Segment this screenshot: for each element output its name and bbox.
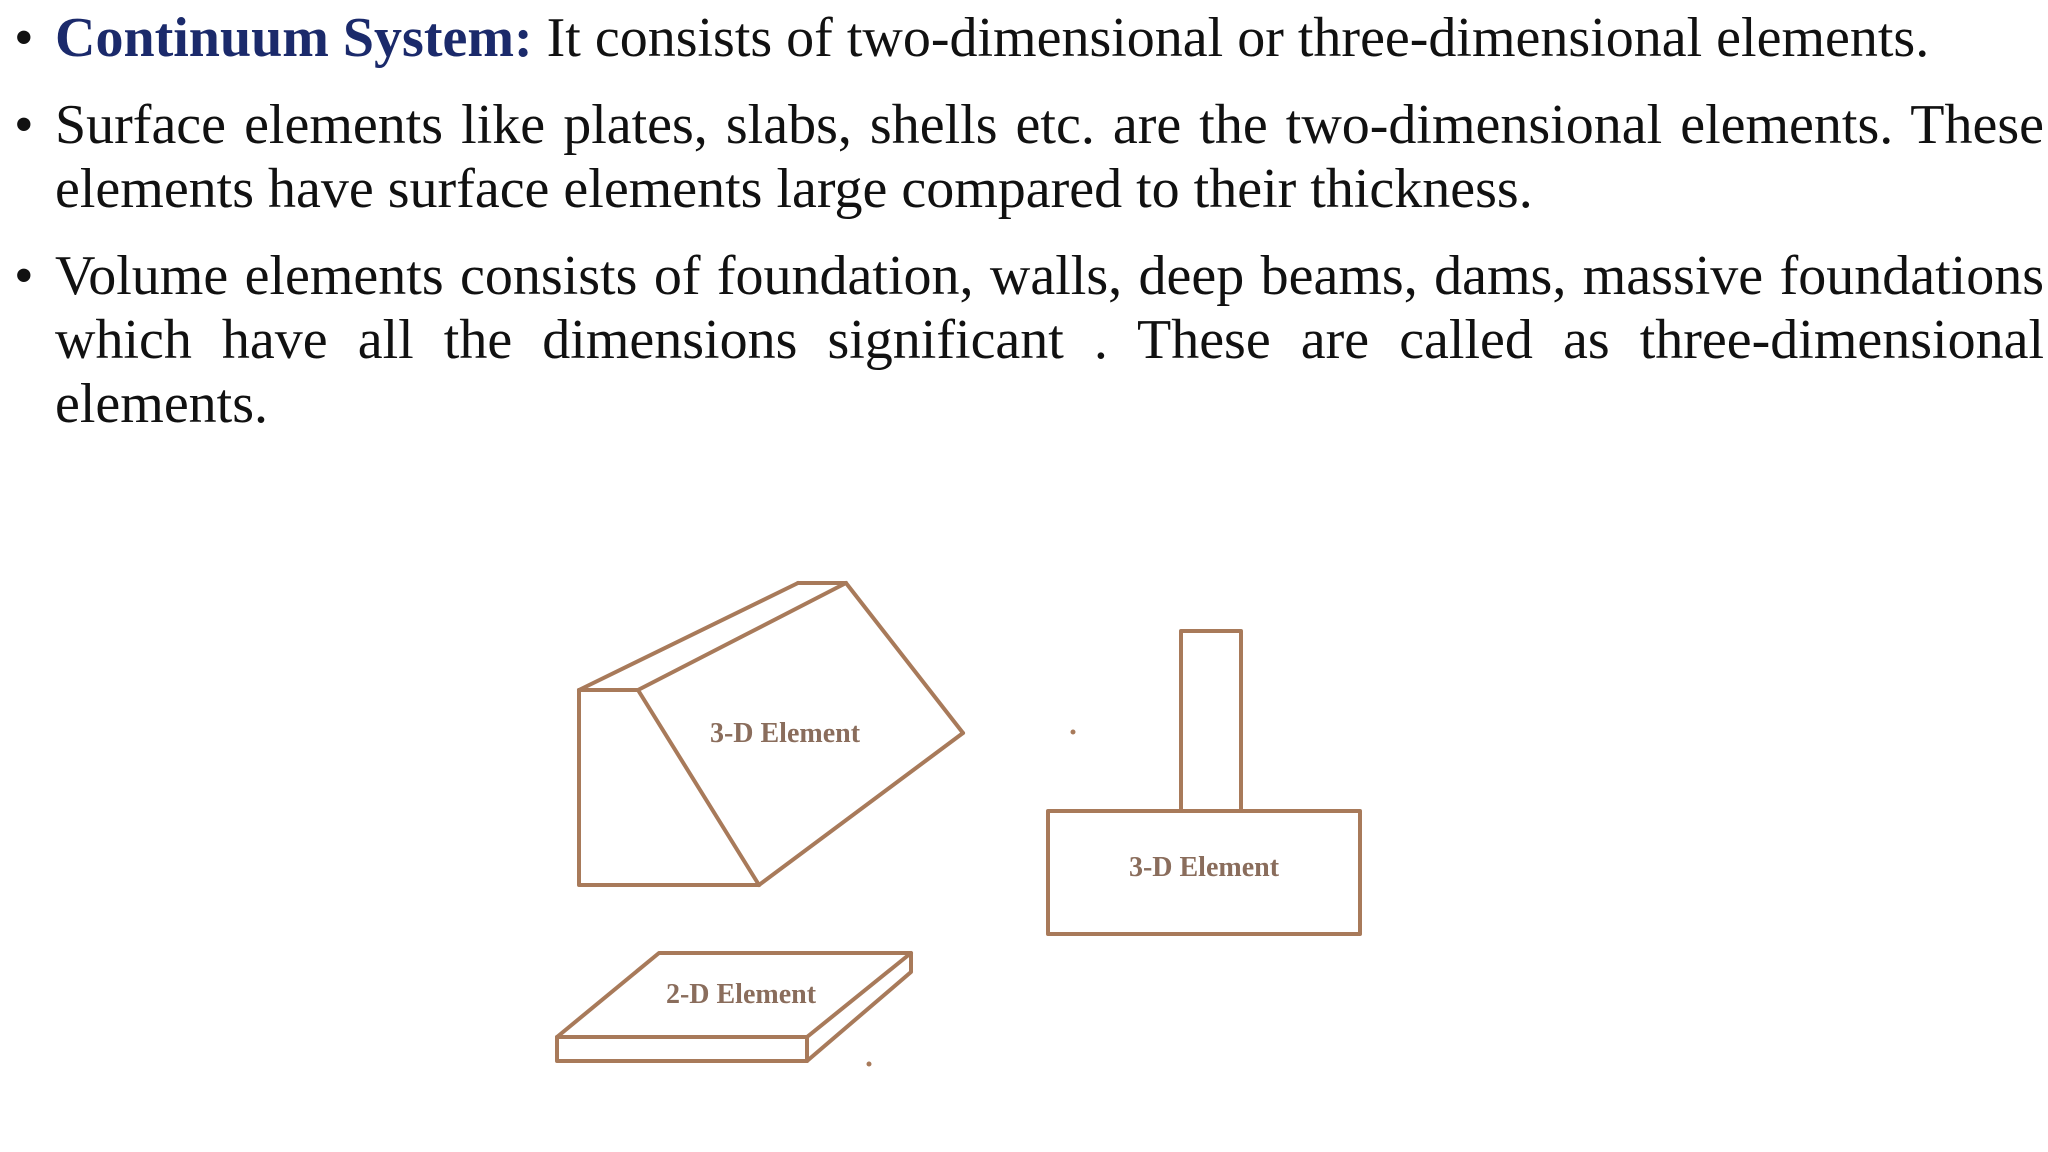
bullet-text: Volume elements consists of foundation, walls, deep beams, dams, massive foundations which have all the dimensions significant . These are called as three-dimensional elements. (55, 245, 2044, 435)
wedge-label: 3-D Element (709, 718, 861, 749)
footing-3d-element (1048, 631, 1360, 934)
stray-dot (867, 1062, 872, 1067)
footing-label: 3-D Element (1128, 852, 1280, 883)
bullet-dot: • (14, 7, 34, 69)
bullet-text: It consists of two-dimensional or three-dimensional elements. (532, 7, 1930, 69)
bullet-text: Surface elements like plates, slabs, shells etc. are the two-dimensional elements. These elements have surface elements large compared to their thickness. (55, 94, 2044, 220)
stray-dot (1071, 730, 1076, 735)
bullet-term: Continuum System: (55, 7, 533, 69)
plate-label: 2-D Element (665, 979, 817, 1010)
bullet-dot: • (14, 245, 34, 307)
bullet-dot: • (14, 94, 34, 156)
